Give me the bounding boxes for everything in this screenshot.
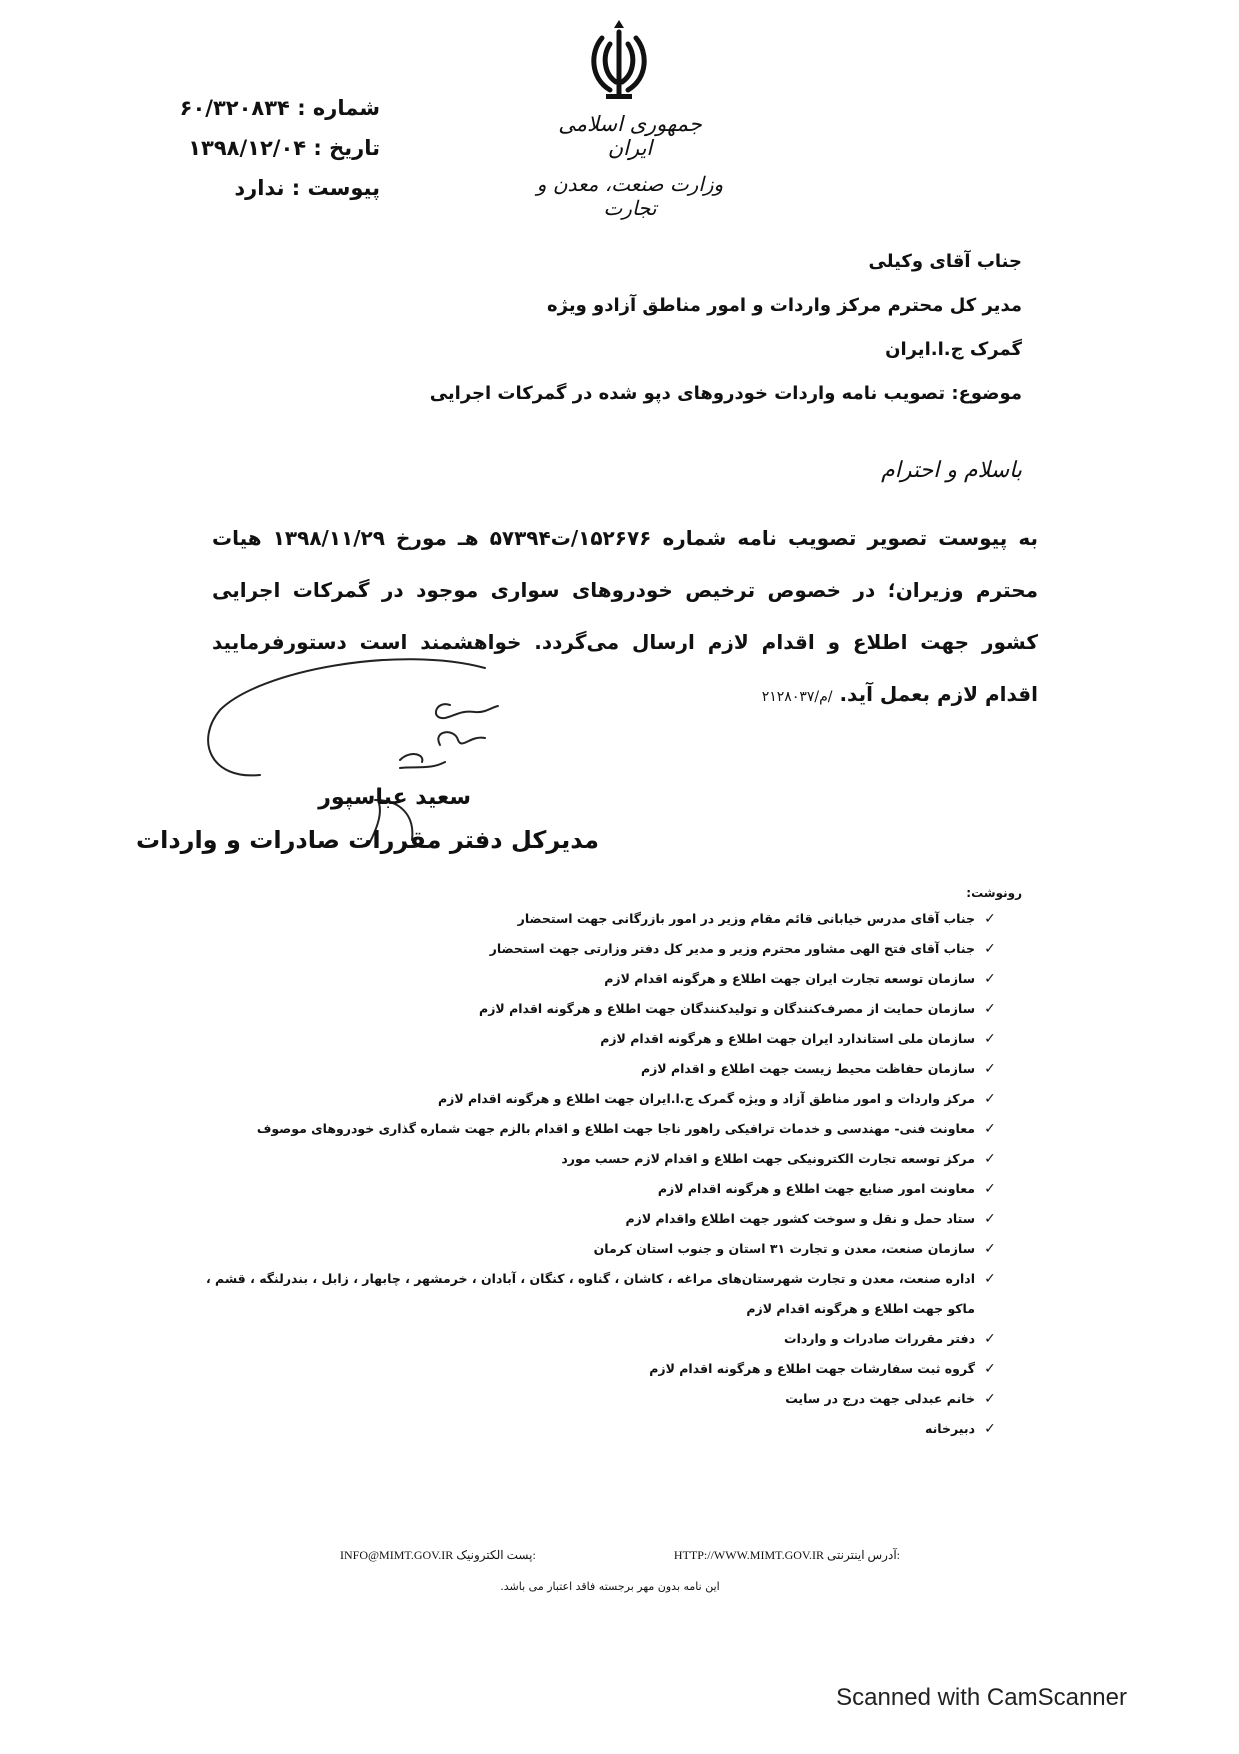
cc-item-text: سازمان توسعه تجارت ایران جهت اطلاع و هرگونه اقدام لازم — [604, 971, 975, 986]
iran-emblem-icon — [588, 18, 650, 102]
footer-email-label: پست الکترونیک: — [456, 1548, 536, 1562]
check-icon: ✓ — [984, 911, 996, 927]
cc-item-text: مرکز واردات و امور مناطق آزاد و ویژه گمرک ج.ا.ایران جهت اطلاع و هرگونه اقدام لازم — [437, 1091, 975, 1106]
cc-item-text: مرکز توسعه تجارت الکترونیکی جهت اطلاع و اقدام لازم حسب مورد — [561, 1151, 975, 1166]
cc-item — [175, 1084, 1005, 1114]
cc-item-text: معاونت فنی- مهندسی و خدمات ترافیکی راهور ناجا جهت اطلاع و اقدام بالزم جهت شماره گذاری خودروهای موصوف — [256, 1121, 975, 1136]
cc-item — [175, 1264, 1005, 1324]
footer-website-group — [674, 1548, 900, 1563]
scanner-watermark: Scanned with CamScanner — [836, 1684, 1127, 1711]
letter-number-value: ۶۰/۳۲۰۸۳۴ — [179, 96, 290, 120]
signatory-title: مدیرکل دفتر مقررات صادرات و واردات — [135, 826, 599, 854]
cc-label: رونوشت: — [966, 886, 1022, 900]
cc-item-text: جناب آقای مدرس خیابانی قائم مقام وزیر در امور بازرگانی جهت استحضار — [517, 911, 975, 926]
footer-website-label: آدرس اینترنتی: — [827, 1548, 900, 1562]
check-icon: ✓ — [984, 1091, 996, 1107]
footer-email-group — [340, 1548, 536, 1563]
cc-item-text: خانم عبدلی جهت درج در سایت — [785, 1391, 975, 1406]
letter-number-row — [130, 88, 380, 128]
signatory-name: سعید عباسپور — [318, 785, 471, 810]
cc-item — [175, 1384, 1005, 1414]
cc-item — [175, 994, 1005, 1024]
letter-date-value: ۱۳۹۸/۱۲/۰۴ — [188, 136, 307, 160]
cc-item — [175, 1234, 1005, 1264]
cc-item-text: جناب آقای فتح الهی مشاور محترم وزیر و مدیر کل دفتر وزارتی جهت استحضار — [489, 941, 975, 956]
letter-body-ref: /م/۲۱۲۸۰۳۷ — [761, 689, 833, 705]
check-icon: ✓ — [984, 1361, 996, 1377]
addressee-name: جناب آقای وکیلی — [868, 251, 1022, 272]
check-icon: ✓ — [984, 1121, 996, 1137]
cc-item-text: اداره صنعت، معدن و تجارت شهرستان‌های مراغه ، کاشان ، گناوه ، کنگان ، آبادان ، خرمشهر ، چابهار ، زابل ، بندرلنگه ، قشم ، ماکو جهت اطلاع و هرگونه اقدام لازم — [205, 1271, 975, 1316]
letterhead-ministry: وزارت صنعت، معدن و تجارت — [536, 172, 724, 220]
letter-attachment-label: پیوست : — [291, 176, 380, 200]
cc-item — [175, 1144, 1005, 1174]
letter-meta — [130, 88, 380, 208]
cc-item — [175, 934, 1005, 964]
cc-item — [175, 1324, 1005, 1354]
check-icon: ✓ — [984, 1271, 996, 1287]
addressee-organization: گمرک ج.ا.ایران — [885, 339, 1022, 360]
cc-item — [175, 1204, 1005, 1234]
check-icon: ✓ — [984, 971, 996, 987]
cc-item — [175, 1174, 1005, 1204]
check-icon: ✓ — [984, 941, 996, 957]
cc-item-text: سازمان صنعت، معدن و تجارت ۳۱ استان و جنوب استان کرمان — [593, 1241, 975, 1256]
check-icon: ✓ — [984, 1001, 996, 1017]
letter-number-label: شماره : — [297, 96, 380, 120]
letterhead-country: جمهوری اسلامی ایران — [558, 112, 702, 160]
letter-attachment-row — [130, 168, 380, 208]
cc-item — [175, 904, 1005, 934]
footer-note: این نامه بدون مهر برجسته فاقد اعتبار می باشد. — [500, 1580, 720, 1593]
check-icon: ✓ — [984, 1391, 996, 1407]
check-icon: ✓ — [984, 1331, 996, 1347]
cc-item — [175, 1024, 1005, 1054]
cc-item-text: سازمان حفاظت محیط زیست جهت اطلاع و اقدام لازم — [640, 1061, 975, 1076]
cc-list — [175, 904, 1005, 1444]
check-icon: ✓ — [984, 1241, 996, 1257]
check-icon: ✓ — [984, 1151, 996, 1167]
cc-item-text: گروه ثبت سفارشات جهت اطلاع و هرگونه اقدام لازم — [649, 1361, 975, 1376]
cc-item-text: دفتر مقررات صادرات و واردات — [784, 1331, 975, 1346]
cc-item-text: ستاد حمل و نقل و سوخت کشور جهت اطلاع واقدام لازم — [625, 1211, 975, 1226]
check-icon: ✓ — [984, 1181, 996, 1197]
cc-item-text: سازمان حمایت از مصرف‌کنندگان و تولیدکنندگان جهت اطلاع و هرگونه اقدام لازم — [479, 1001, 975, 1016]
cc-item — [175, 1414, 1005, 1444]
letter-subject: موضوع: تصویب نامه واردات خودروهای دپو شده در گمرکات اجرایی — [429, 383, 1022, 404]
check-icon: ✓ — [984, 1031, 996, 1047]
addressee-position: مدیر کل محترم مرکز واردات و امور مناطق آزادو ویژه — [547, 295, 1022, 316]
cc-item — [175, 1354, 1005, 1384]
letter-date-row — [130, 128, 380, 168]
letter-attachment-value: ندارد — [234, 176, 285, 200]
greeting: باسلام و احترام — [881, 458, 1022, 483]
cc-item — [175, 964, 1005, 994]
footer-website: HTTP://WWW.MIMT.GOV.IR — [673, 1548, 825, 1562]
cc-item-text: سازمان ملی استاندارد ایران جهت اطلاع و هرگونه اقدام لازم — [600, 1031, 975, 1046]
letter-date-label: تاریخ : — [313, 136, 380, 160]
check-icon: ✓ — [984, 1061, 996, 1077]
cc-item — [175, 1114, 1005, 1144]
cc-item-text: دبیرخانه — [925, 1421, 975, 1436]
check-icon: ✓ — [984, 1211, 996, 1227]
cc-item — [175, 1054, 1005, 1084]
footer-email: INFO@MIMT.GOV.IR — [340, 1548, 454, 1562]
letter-body-text: به پیوست تصویر تصویب نامه شماره ۱۵۲۶۷۶/ت۵۷۳۹۴ هـ مورخ ۱۳۹۸/۱۱/۲۹ هیات محترم وزیران؛ در خصوص ترخیص خودروهای سواری موجود در گمرکات اجرایی کشور جهت اطلاع و اقدام لازم ارسال می‌گردد. خواهشمند است دستورفرمایید اقدام لازم بعمل آید. — [212, 526, 1038, 706]
cc-item-text: معاونت امور صنایع جهت اطلاع و هرگونه اقدام لازم — [657, 1181, 975, 1196]
check-icon: ✓ — [984, 1421, 996, 1437]
addressee-block — [302, 240, 1022, 416]
